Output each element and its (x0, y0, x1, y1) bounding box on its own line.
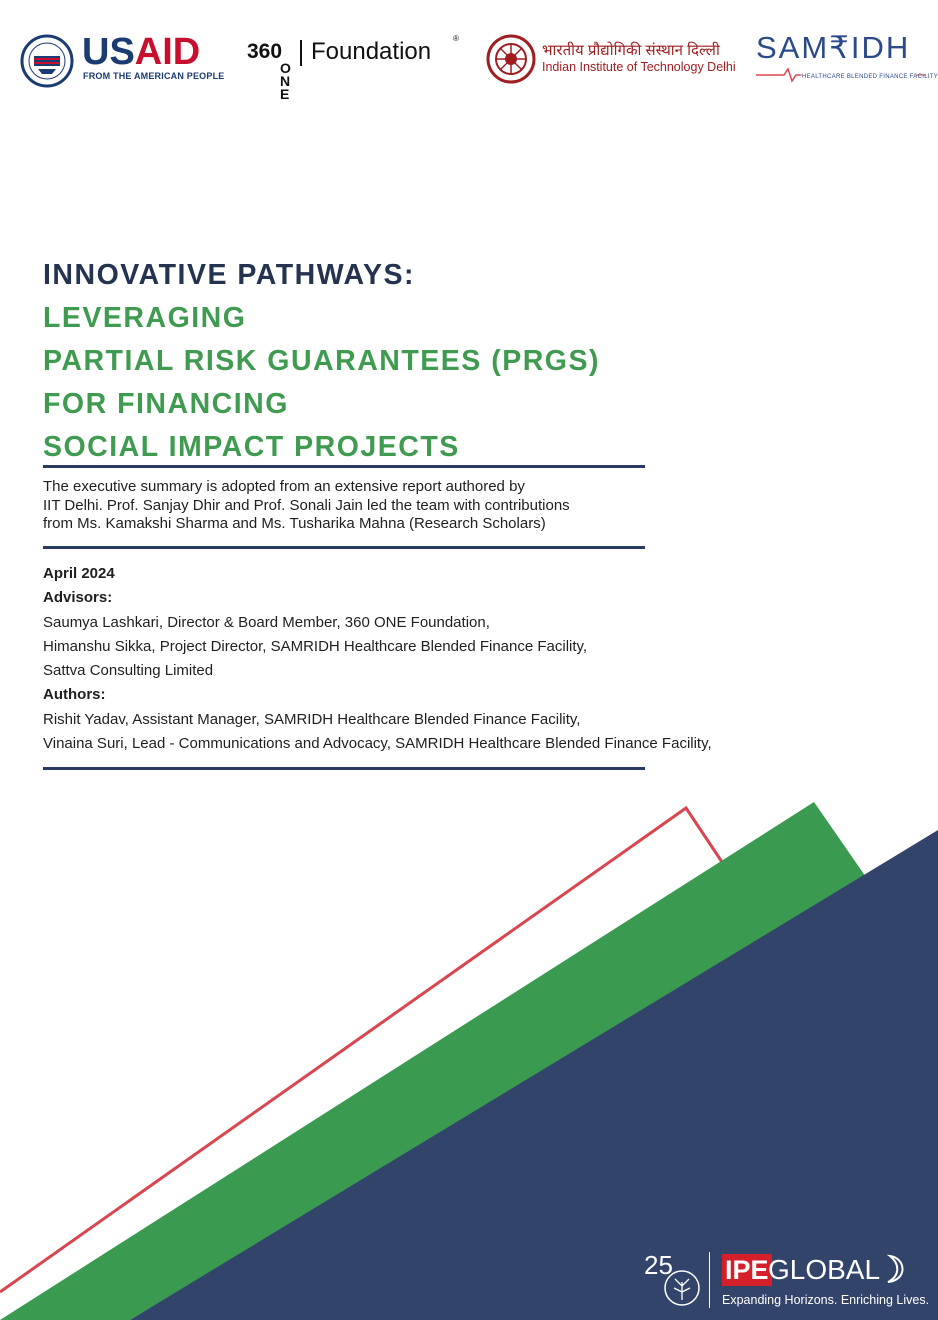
usaid-wordmark: USAID (82, 31, 201, 73)
usaid-seal-icon (20, 34, 74, 88)
advisors-heading: Advisors: (43, 589, 113, 607)
summary-line-2: IIT Delhi. Prof. Sanjay Dhir and Prof. Sonali Jain led the team with contributions (43, 496, 570, 514)
summary-text (43, 478, 743, 534)
one-divider (300, 40, 302, 66)
logo-bar (0, 0, 938, 110)
ipe-tagline: Expanding Horizons. Enriching Lives. (722, 1293, 930, 1307)
diagonal-stripes-art (0, 790, 938, 1320)
iit-english-name: Indian Institute of Technology Delhi (542, 60, 736, 74)
title-line-4: FOR FINANCING (43, 388, 289, 420)
divider-bottom (43, 767, 645, 770)
advisor-line: Sattva Consulting Limited (43, 662, 214, 680)
iit-delhi-logo (486, 34, 748, 84)
authors-heading: Authors: (43, 686, 106, 704)
advisor-line: Saumya Lashkari, Director & Board Member, 360 ONE Foundation, (43, 613, 490, 631)
title-line-1: INNOVATIVE PATHWAYS: (43, 259, 416, 291)
anniversary-number: 25 (644, 1250, 673, 1280)
iit-hindi-name: भारतीय प्रौद्योगिकी संस्थान दिल्ली (542, 42, 720, 59)
usaid-tagline: FROM THE AMERICAN PEOPLE (83, 71, 225, 81)
title-line-3: PARTIAL RISK GUARANTEES (PRGS) (43, 345, 600, 377)
ipe-global-word: GLOBAL (768, 1254, 881, 1285)
document-title (43, 254, 683, 469)
publication-date: April 2024 (43, 565, 115, 582)
samridh-tagline: HEALTHCARE BLENDED FINANCE FACILITY (802, 74, 938, 80)
advisor-line: Himanshu Sikka, Project Director, SAMRIDH Healthcare Blended Finance Facility, (43, 637, 588, 655)
one-number: 360 (247, 40, 283, 63)
navy-stripe (130, 830, 938, 1320)
samridh-logo (756, 30, 938, 86)
author-line: Vinaina Suri, Lead - Communications and Advocacy, SAMRIDH Healthcare Blended Finance Facility, (43, 735, 712, 753)
divider-top (43, 465, 645, 468)
iit-seal-icon (486, 34, 536, 84)
title-line-5: SOCIAL IMPACT PROJECTS (43, 431, 460, 463)
one-registered-mark: ® (453, 34, 459, 43)
divider-middle (43, 546, 645, 549)
usaid-logo (20, 31, 225, 82)
samridh-wordmark: SAM₹IDH (756, 30, 911, 65)
anniversary-25-icon (640, 1248, 702, 1312)
360-one-foundation-logo (247, 34, 462, 102)
title-line-2: LEVERAGING (43, 302, 247, 334)
ipe-global-logo (640, 1248, 930, 1314)
author-line: Rishit Yadav, Assistant Manager, SAMRIDH Healthcare Blended Finance Facility, (43, 710, 581, 728)
one-vertical-text: ONE (280, 60, 291, 102)
summary-line-3: from Ms. Kamakshi Sharma and Ms. Tusharika Mahna (Research Scholars) (43, 515, 546, 532)
summary-line-1: The executive summary is adopted from an extensive report authored by (43, 478, 525, 495)
ipe-mark: IPE (722, 1254, 772, 1286)
crescent-swoosh-icon (880, 1252, 910, 1286)
credits-block (43, 562, 923, 756)
one-foundation-text: Foundation (311, 38, 432, 65)
ipe-divider (709, 1252, 710, 1308)
